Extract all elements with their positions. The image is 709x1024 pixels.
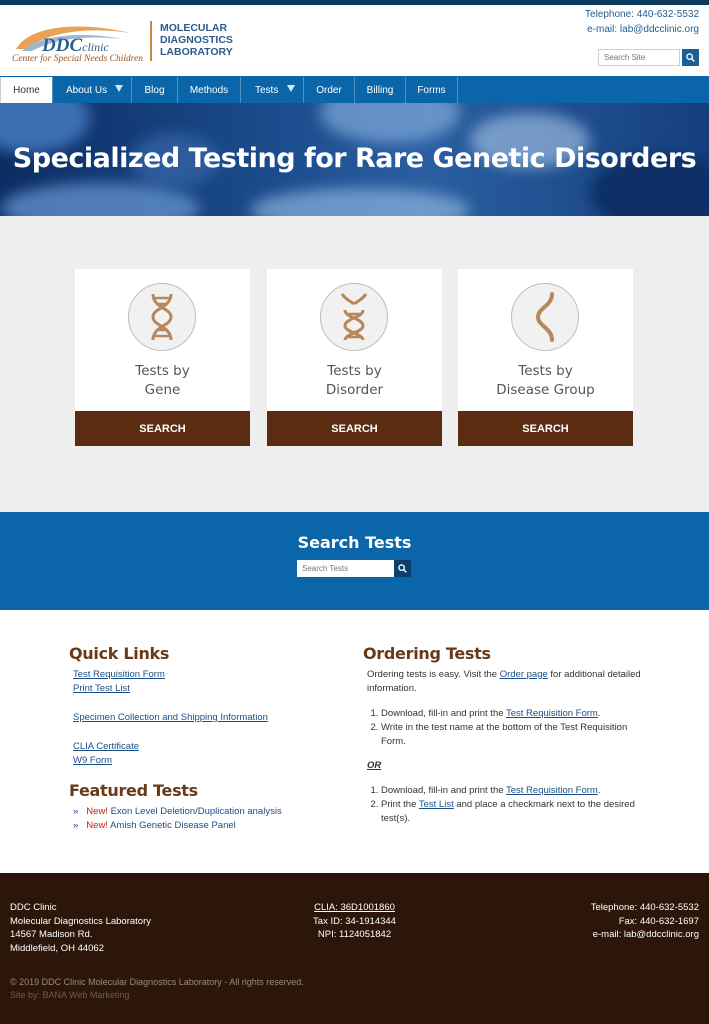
nav-item-forms[interactable] bbox=[406, 77, 458, 103]
site-footer bbox=[0, 873, 709, 1024]
featured-item[interactable] bbox=[73, 805, 329, 819]
text: for additional detailed information. bbox=[367, 669, 641, 694]
card-label-line: Tests by bbox=[518, 363, 573, 379]
card-icon-circle bbox=[320, 283, 388, 351]
site-credit[interactable]: Site by: BANA Web Marketing bbox=[10, 990, 130, 1000]
spacer bbox=[69, 725, 329, 740]
site-search-button[interactable] bbox=[682, 49, 699, 66]
ordering-tests-title: Ordering Tests bbox=[363, 644, 491, 663]
search-tests-title: Search Tests bbox=[297, 533, 412, 552]
lab-name-line: LABORATORY bbox=[160, 46, 233, 58]
address-line: DDC Clinic bbox=[10, 902, 57, 913]
card-label bbox=[75, 362, 250, 400]
nav-item-label: Billing bbox=[366, 84, 394, 96]
link-test-requisition-form[interactable]: Test Requisition Form bbox=[73, 669, 165, 680]
main-nav bbox=[0, 76, 709, 103]
nav-item-label: Blog bbox=[144, 84, 165, 96]
search-tests-form bbox=[297, 560, 411, 577]
card-label bbox=[267, 362, 442, 400]
site-search bbox=[598, 49, 699, 66]
nav-item-label: Forms bbox=[417, 84, 446, 96]
new-badge: New! bbox=[86, 806, 108, 817]
spacer bbox=[69, 696, 329, 711]
link-test-list[interactable]: Test List bbox=[418, 799, 454, 810]
hero-bokeh bbox=[320, 103, 460, 143]
hero-banner bbox=[0, 103, 709, 216]
quick-links-list bbox=[69, 668, 329, 768]
hero-bokeh bbox=[0, 183, 200, 216]
nav-item-blog[interactable] bbox=[132, 77, 178, 103]
card-tests-by-disorder bbox=[267, 269, 442, 446]
search-tests-section bbox=[0, 512, 709, 610]
logo-tagline: Center for Special Needs Children bbox=[12, 54, 144, 64]
bullet-glyph: » bbox=[73, 806, 79, 817]
test-category-cards bbox=[0, 216, 709, 512]
search-icon bbox=[398, 564, 407, 573]
dropdown-arrow-icon bbox=[115, 85, 123, 92]
text: Ordering tests is easy. Visit the bbox=[367, 669, 500, 680]
nav-item-home[interactable] bbox=[0, 77, 53, 103]
card-label-line: Disease Group bbox=[496, 382, 595, 398]
list-item: 2. Write in the test name at the bottom of the Test Requisition Form. bbox=[381, 721, 645, 749]
lab-name-line: MOLECULAR bbox=[160, 22, 228, 34]
card-tests-by-gene bbox=[75, 269, 250, 446]
text: and place a checkmark next to the desired test(s). bbox=[381, 799, 635, 824]
card-label-line: Tests by bbox=[327, 363, 382, 379]
nav-item-about-us[interactable] bbox=[53, 77, 132, 103]
logo-clinic-word: clinic bbox=[82, 40, 109, 54]
featured-item-label: Amish Genetic Disease Panel bbox=[110, 820, 236, 831]
link-test-requisition-form[interactable]: Test Requisition Form bbox=[505, 708, 598, 719]
site-search-input[interactable] bbox=[598, 49, 680, 66]
nav-item-label: Methods bbox=[189, 84, 229, 96]
nav-item-label: About Us bbox=[66, 84, 108, 96]
dna-strand-icon bbox=[530, 292, 560, 342]
nav-item-tests[interactable] bbox=[241, 77, 304, 103]
nav-item-label: Home bbox=[13, 84, 40, 96]
left-column bbox=[69, 644, 329, 833]
address-line: 14567 Madison Rd. bbox=[10, 929, 93, 940]
card-icon-circle bbox=[511, 283, 579, 351]
card-label-line: Tests by bbox=[135, 363, 190, 379]
link-test-requisition-form[interactable]: Test Requisition Form bbox=[505, 785, 598, 796]
lab-name-line: DIAGNOSTICS bbox=[160, 34, 233, 46]
footer-telephone: Telephone: 440-632-5532 bbox=[590, 902, 699, 913]
text: . bbox=[597, 785, 601, 796]
address-line: Middlefield, OH 44062 bbox=[10, 942, 104, 954]
search-tests-input[interactable] bbox=[297, 560, 394, 577]
logo-divider bbox=[150, 21, 152, 61]
ddc-clinic-logo[interactable] bbox=[10, 19, 245, 69]
nav-item-billing[interactable] bbox=[355, 77, 406, 103]
new-badge: New! bbox=[86, 820, 108, 831]
footer-fax: Fax: 440-632-1697 bbox=[618, 915, 699, 927]
logo-ddc-word: DDC bbox=[42, 35, 83, 56]
card-icon-circle bbox=[128, 283, 196, 351]
nav-item-label: Tests bbox=[255, 84, 279, 96]
text: Print the bbox=[381, 799, 419, 810]
lab-name bbox=[160, 22, 233, 58]
hero-bokeh bbox=[250, 188, 470, 216]
nav-item-methods[interactable] bbox=[178, 77, 241, 103]
ordering-steps-1 bbox=[381, 707, 645, 749]
link-order-page[interactable]: Order page bbox=[499, 669, 548, 680]
link-w9-form[interactable]: W9 Form bbox=[73, 755, 113, 766]
link-specimen-collection[interactable]: Specimen Collection and Shipping Information bbox=[73, 712, 268, 723]
footer-email[interactable]: e-mail: lab@ddcclinic.org bbox=[592, 929, 699, 940]
list-item bbox=[381, 784, 645, 798]
text: . bbox=[597, 708, 601, 719]
featured-item[interactable] bbox=[73, 819, 329, 833]
header-email[interactable]: e-mail: lab@ddcclinic.org bbox=[587, 24, 699, 35]
nav-item-label: Order bbox=[316, 84, 342, 96]
search-tests-button[interactable] bbox=[394, 560, 411, 577]
search-by-gene-button[interactable]: SEARCH bbox=[75, 411, 250, 446]
list-item bbox=[381, 798, 645, 826]
header-telephone: Telephone: 440-632-5532 bbox=[585, 9, 699, 20]
tax-id: Tax ID: 34-1914344 bbox=[313, 915, 396, 927]
text: Download, fill-in and print the bbox=[381, 785, 506, 796]
link-clia-certificate[interactable]: CLIA Certificate bbox=[73, 741, 139, 752]
featured-item-label: Exon Level Deletion/Duplication analysis bbox=[110, 806, 282, 817]
main-content bbox=[0, 610, 709, 873]
broken-dna-icon bbox=[338, 292, 370, 342]
list-item bbox=[381, 707, 645, 721]
copyright: © 2019 DDC Clinic Molecular Diagnostics Laboratory - All rights reserved. bbox=[10, 977, 304, 987]
ordering-intro bbox=[367, 668, 645, 696]
search-by-disease-group-button[interactable]: SEARCH bbox=[458, 411, 633, 446]
site-header bbox=[0, 5, 709, 76]
right-column bbox=[363, 644, 645, 826]
header-contact bbox=[585, 7, 699, 37]
card-label-line: Disorder bbox=[325, 382, 384, 398]
bullet-glyph: » bbox=[73, 820, 79, 831]
ordering-steps-2 bbox=[381, 784, 645, 826]
text: Download, fill-in and print the bbox=[381, 708, 506, 719]
dropdown-arrow-icon bbox=[287, 85, 295, 92]
link-clia[interactable]: CLIA: 36D1001860 bbox=[314, 902, 395, 913]
hero-title: Specialized Testing for Rare Genetic Disorders bbox=[12, 143, 697, 174]
nav-item-order[interactable] bbox=[304, 77, 355, 103]
featured-tests-title: Featured Tests bbox=[69, 781, 198, 800]
card-label-line: Gene bbox=[144, 382, 181, 398]
search-icon bbox=[686, 53, 695, 62]
card-tests-by-disease-group bbox=[458, 269, 633, 446]
footer-contact bbox=[591, 901, 699, 942]
quick-links-title: Quick Links bbox=[69, 644, 170, 663]
dna-icon bbox=[147, 292, 177, 342]
or-separator: OR bbox=[367, 760, 382, 771]
npi: NPI: 1124051842 bbox=[317, 929, 392, 940]
featured-tests bbox=[69, 781, 329, 833]
address-line: Molecular Diagnostics Laboratory bbox=[10, 915, 151, 927]
card-label bbox=[458, 362, 633, 400]
link-print-test-list[interactable]: Print Test List bbox=[73, 683, 130, 694]
search-by-disorder-button[interactable]: SEARCH bbox=[267, 411, 442, 446]
